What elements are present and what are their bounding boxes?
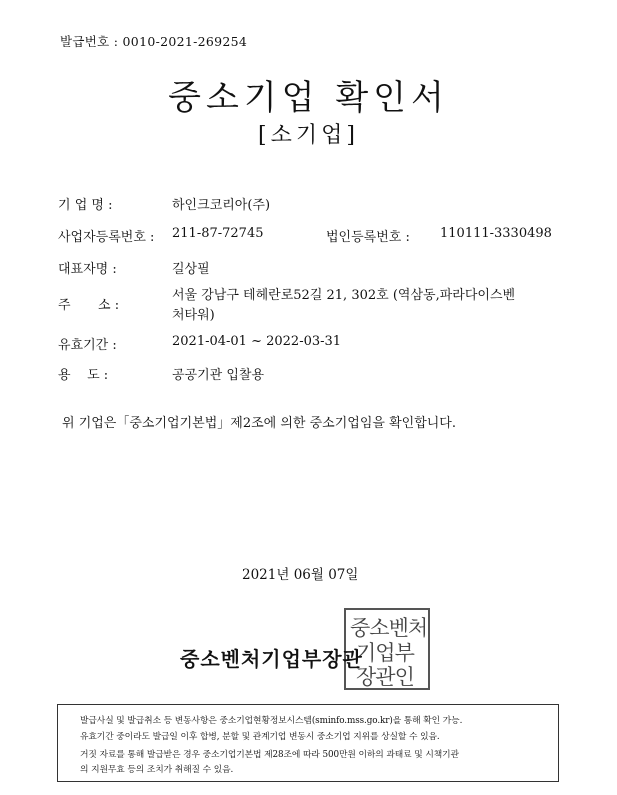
purpose-label: 용 도 : (58, 368, 109, 383)
brn-label: 사업자등록번호 : (58, 230, 155, 245)
address-label-1: 주 (58, 298, 71, 313)
issue-number: 발급번호 : 0010-2021-269254 (60, 34, 248, 49)
notice-line-4: 의 지원무효 등의 조치가 취해질 수 있음. (80, 765, 234, 775)
validity-label: 유효기간 : (58, 338, 117, 353)
validity-value: 2021-04-01 ~ 2022-03-31 (172, 334, 342, 349)
address-line-2: 처타워) (172, 308, 215, 323)
crn-label: 법인등록번호 : (326, 230, 410, 245)
issue-date: 2021년 06월 07일 (242, 567, 359, 583)
seal-line-1: 중소벤처 (350, 616, 428, 640)
notice-line-2: 유효기간 중이라도 발급일 이후 합병, 분할 및 관계기업 변동시 중소기업 지위를 상실할 수 있음. (80, 732, 440, 742)
document-title: 중소기업 확인서 (168, 78, 449, 118)
company-label: 기 업 명 : (58, 198, 113, 213)
company-value: 하인크코리아(주) (172, 198, 271, 213)
address-label-2: 소 : (98, 298, 120, 313)
purpose-value: 공공기관 입찰용 (172, 368, 265, 383)
seal-line-2: 기업부 (356, 641, 414, 665)
ceo-value: 길상필 (172, 262, 210, 277)
notice-line-3: 거짓 자료를 통해 발급받은 경우 중소기업기본법 제28조에 따라 500만원 이하의 과태료 및 시책기관 (80, 750, 459, 760)
declaration-text: 위 기업은「중소기업기본법」제2조에 의한 중소기업임을 확인합니다. (62, 416, 456, 431)
ceo-label: 대표자명 : (58, 262, 117, 277)
notice-box (57, 704, 559, 782)
crn-value: 110111-3330498 (440, 226, 552, 241)
address-line-1: 서울 강남구 테헤란로52길 21, 302호 (역삼동,파라다이스벤 (172, 288, 516, 303)
seal-line-3: 장관인 (356, 665, 414, 689)
issuer-name: 중소벤처기업부장관 (180, 647, 363, 671)
notice-line-1: 발급사실 및 발급취소 등 변동사항은 중소기업현황정보시스템(sminfo.mss.go.kr)을 통해 확인 가능. (80, 716, 463, 726)
document-subtitle: [소기업] (258, 123, 359, 148)
brn-value: 211-87-72745 (172, 226, 264, 241)
